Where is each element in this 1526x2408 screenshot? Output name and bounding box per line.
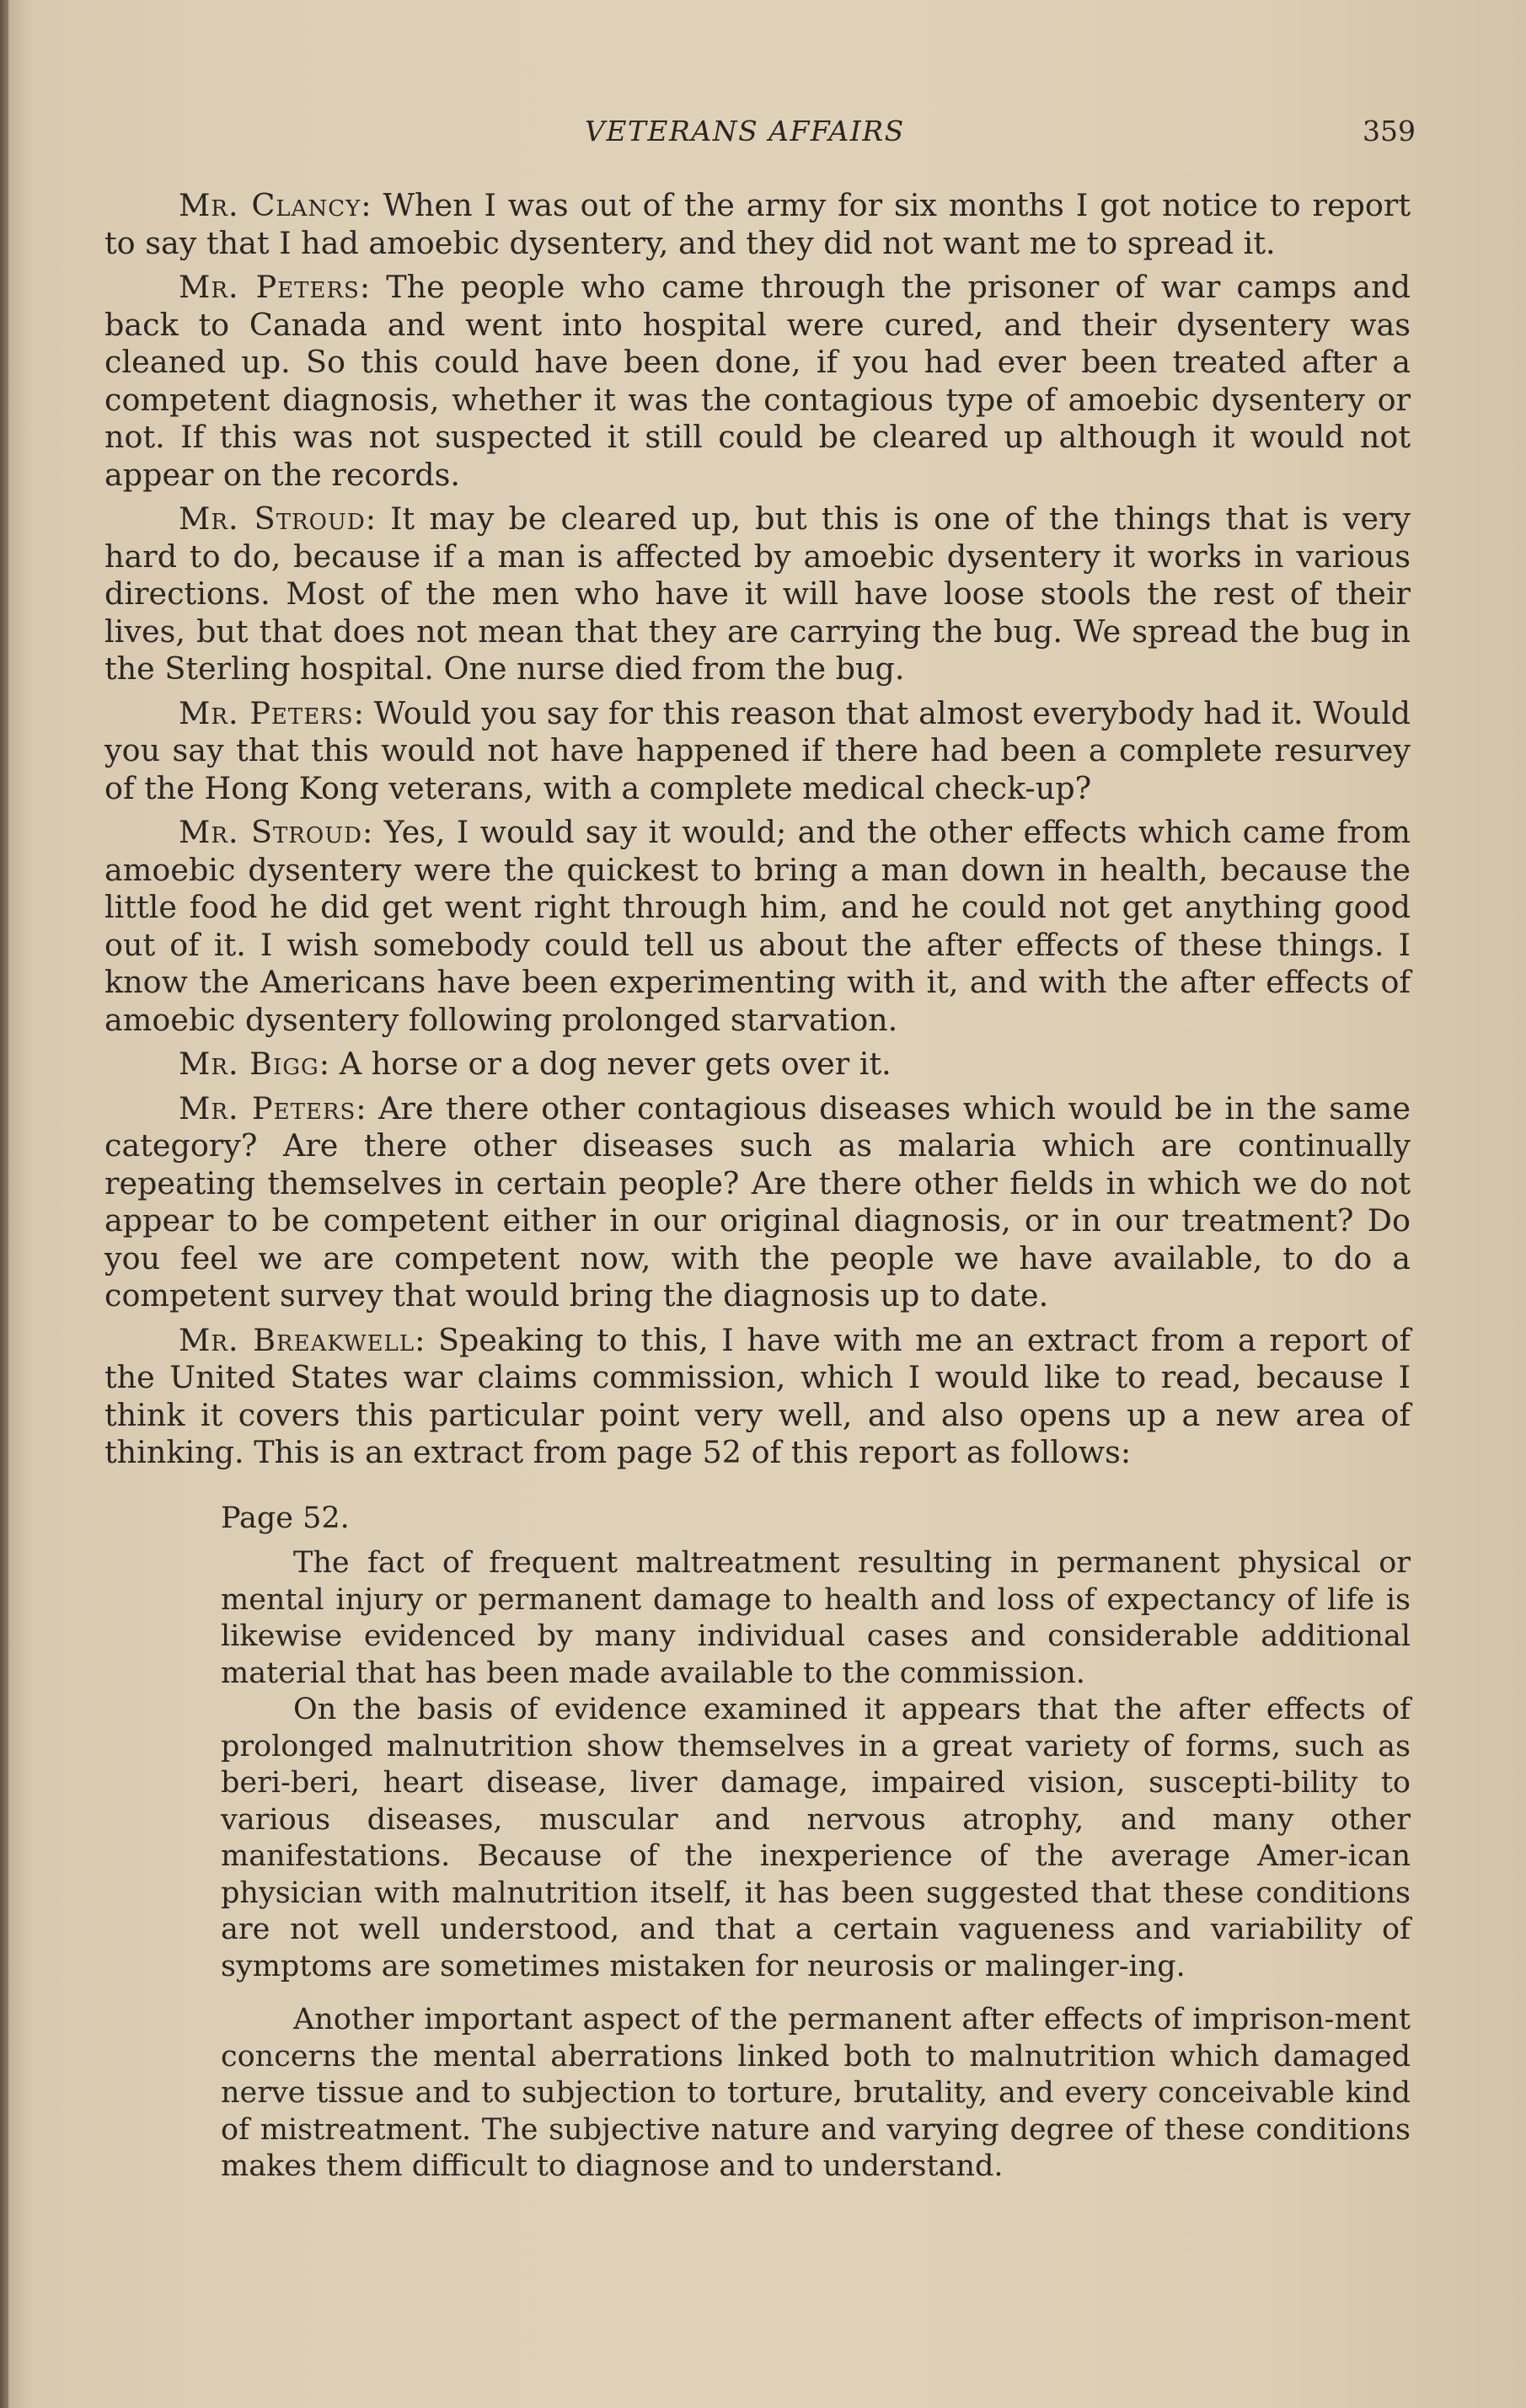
speaker-name: Mr. Peters: [179, 694, 354, 731]
quote-heading: Page 52.: [221, 1501, 350, 1535]
transcript-paragraph-breakwell: [104, 1322, 1411, 1472]
quoted-report-extract: [221, 1501, 1411, 2186]
paragraph-text: : Yes, I would say it would; and the other effects which came from amoebic dysentery were the quickest to bring a man down in health, because the little food he did get went right through him, and he could not get anything good out of it. I wish somebody could tell us about the after effects of these things. I know the Americans have been experimenting with it, and with the after effects of amoebic dysentery following prolonged starvation.: [104, 814, 1411, 1038]
page-number: 359: [1363, 115, 1416, 147]
transcript-paragraph-stroud-1: [104, 500, 1411, 688]
speaker-name: Mr. Breakwell: [179, 1321, 415, 1358]
transcript-paragraph-bigg: [104, 1046, 1411, 1084]
transcript-paragraph-peters-3: [104, 1090, 1411, 1315]
transcript-body: [104, 187, 1411, 2186]
quote-paragraph: The fact of frequent maltreatment resulting in permanent physical or mental injury or permanent damage to health and loss of expectancy of life is likewise evidenced by many individual cases and considerable additional material that has been made available to the commission.: [221, 1546, 1411, 1690]
paragraph-text: : The people who came through the prisoner of war camps and back to Canada and went into hospital were cured, and their dysentery was cleaned up. So this could have been done, if you had ever been treated after a competent diagnosis, whether it was the contagious type of amoebic dysentery or not. If this was not suspected it still could be cleared up although it would not appear on the records.: [104, 269, 1411, 493]
speaker-name: Mr. Stroud: [179, 814, 362, 850]
transcript-paragraph-peters-2: [104, 695, 1411, 808]
transcript-paragraph-clancy: [104, 187, 1411, 262]
paragraph-text: : Are there other contagious diseases which would be in the same category? Are there other diseases such as malaria which are continually repeating themselves in certain people? Are there other fields in which we do not appear to be competent either in our original diagnosis, or in our treatment? Do you feel we are competent now, with the people we have available, to do a competent survey that would bring the diagnosis up to date.: [104, 1089, 1411, 1314]
paragraph-text: : A horse or a dog never gets over it.: [319, 1046, 892, 1082]
running-title: VETERANS AFFAIRS: [585, 115, 905, 147]
speaker-name: Mr. Peters: [179, 269, 360, 305]
speaker-name: Mr. Bigg: [179, 1046, 319, 1082]
book-spine-shadow: [0, 0, 8, 2408]
paragraph-text: : Speaking to this, I have with me an extract from a report of the United States war claims commission, which I would like to read, because I think it covers this particular point very well, and also opens up a new area of thinking. This is an extract from page 52 of this report as follows:: [104, 1321, 1411, 1470]
page-header: [101, 115, 1416, 152]
speaker-name: Mr. Clancy: [179, 187, 361, 223]
paragraph-text: : It may be cleared up, but this is one of the things that is very hard to do, because if a man is affected by amoebic dysentery it works in various directions. Most of the men who have it will have loose stools the rest of their lives, but that does not mean that they are carrying the bug. We spread the bug in the Sterling hospital. One nurse died from the bug.: [104, 500, 1411, 687]
paragraph-text: : When I was out of the army for six months I got notice to report to say that I had amoebic dysentery, and they did not want me to spread it.: [104, 187, 1411, 261]
paragraph-text: : Would you say for this reason that almost everybody had it. Would you say that this would not have happened if there had been a complete resurvey of the Hong Kong veterans, with a complete medical check-up?: [104, 694, 1411, 806]
speaker-name: Mr. Stroud: [179, 500, 366, 537]
transcript-paragraph-stroud-2: [104, 814, 1411, 1039]
transcript-paragraph-peters-1: [104, 269, 1411, 494]
quote-paragraph: On the basis of evidence examined it appears that the after effects of prolonged malnutrition show themselves in a great variety of forms, such as beri-beri, heart disease, liver damage, impaired vision, suscepti-bility to various diseases, muscular and nervous atrophy, and many other manifestations. Because of the inexperience of the average Amer-ican physician with malnutrition itself, it has been suggested that these conditions are not well understood, and that a certain vagueness and variability of symptoms are sometimes mistaken for neurosis or malinger-ing.: [221, 1693, 1411, 1983]
speaker-name: Mr. Peters: [179, 1089, 356, 1126]
quote-paragraph: Another important aspect of the permanent after effects of imprison-ment concerns the mental aberrations linked both to malnutrition which damaged nerve tissue and to subjection to torture, brutality, and every conceivable kind of mistreatment. The subjective nature and varying degree of these conditions makes them difficult to diagnose and to understand.: [221, 2003, 1411, 2183]
